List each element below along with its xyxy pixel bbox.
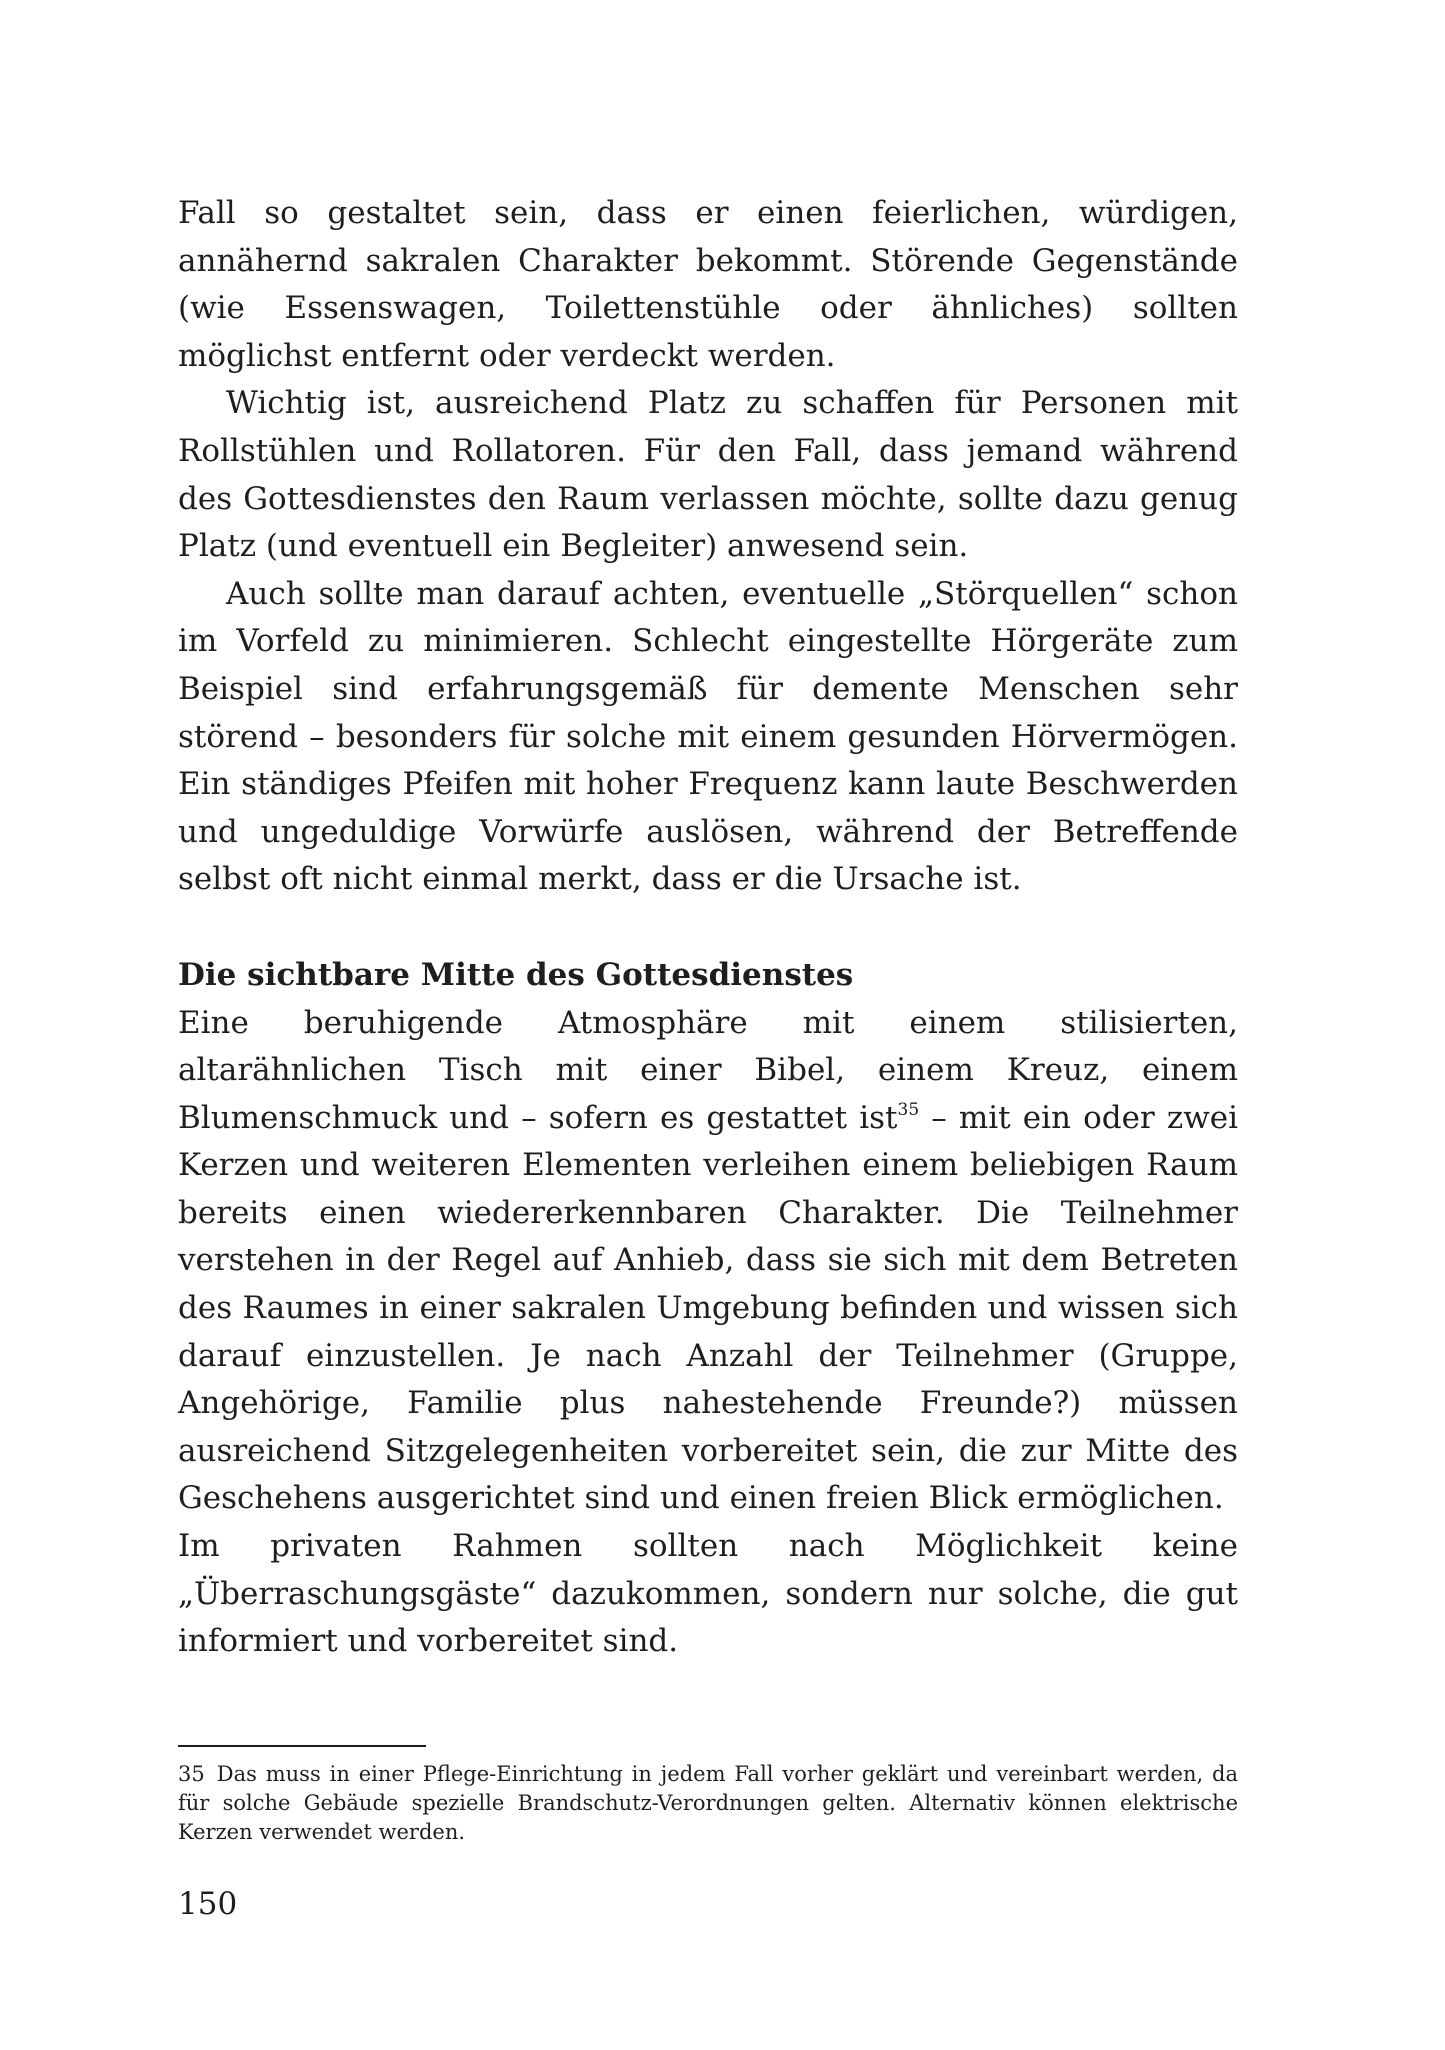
footnote-reference: 35 bbox=[897, 1099, 920, 1120]
paragraph-visible-center bbox=[178, 1000, 1238, 1524]
paragraph-continued: Fall so gestaltet sein, dass er einen feierlichen, würdigen, annähernd sakralen Charakter bekommt. Störende Gegenstände (wie Essenswagen, Toilettenstühle oder ähnliches) sollten möglichst entfernt oder verdeckt werden. bbox=[178, 195, 1238, 374]
paragraph-private-setting: Im privaten Rahmen sollten nach Möglichkeit keine „Überraschungsgäste“ dazukommen, sondern nur solche, die gut informiert und vorbereitet sind. bbox=[178, 1528, 1238, 1660]
footnote-separator bbox=[178, 1745, 426, 1747]
footnote-text: Das muss in einer Pflege-Einrichtung in jedem Fall vorher geklärt und vereinbart werden, da für solche Gebäude spezielle Brandschutz-Verordnungen gelten. Alternativ können elektrische Kerzen verwendet werden. bbox=[178, 1762, 1238, 1844]
footnote-number: 35 bbox=[178, 1762, 205, 1786]
main-text bbox=[178, 190, 1238, 1666]
page-number: 150 bbox=[178, 1886, 238, 1922]
paragraph-sources-of-disturbance: Auch sollte man darauf achten, eventuelle „Störquellen“ schon im Vorfeld zu minimieren. Schlecht eingestellte Hörgeräte zum Beispiel sind erfahrungsgemäß für demente Menschen sehr störend – besonders für solche mit einem gesunden Hörvermögen. Ein ständiges Pfeifen mit hoher Frequenz kann laute Beschwerden und ungeduldige Vorwürfe auslösen, während der Betreffende selbst oft nicht einmal merkt, dass er die Ursache ist. bbox=[178, 575, 1238, 898]
paragraph-text-after-ref: – mit ein oder zwei Kerzen und weiteren Elementen verleihen einem beliebigen Raum bereits einen wiedererkennbaren Charakter. Die Teilnehmer verstehen in der Regel auf Anhieb, dass sie sich mit dem Betreten des Raumes in einer sakralen Umgebung befinden und wissen sich darauf einzustellen. Je nach Anzahl der Teilnehmer (Gruppe, Angehörige, Familie plus nahestehende Freunde?) müssen ausreichend Sitzgelegenheiten vorbereitet sein, die zur Mitte des Geschehens ausgerichtet sind und einen freien Blick ermöglichen. bbox=[178, 1099, 1238, 1517]
paragraph-text-before-ref: Eine beruhigende Atmosphäre mit einem stilisierten, altarähnlichen Tisch mit einer Bibel, einem Kreuz, einem Blumenschmuck und – sofern es gestattet ist bbox=[178, 1004, 1238, 1136]
paragraph-space-for-wheelchairs: Wichtig ist, ausreichend Platz zu schaffen für Personen mit Rollstühlen und Rollatoren. Für den Fall, dass jemand während des Gottesdienstes den Raum verlassen möchte, sollte dazu genug Platz (und eventuell ein Begleiter) anwesend sein. bbox=[178, 385, 1238, 565]
footnote bbox=[178, 1760, 1238, 1847]
section-heading: Die sichtbare Mitte des Gottesdienstes bbox=[178, 956, 854, 993]
